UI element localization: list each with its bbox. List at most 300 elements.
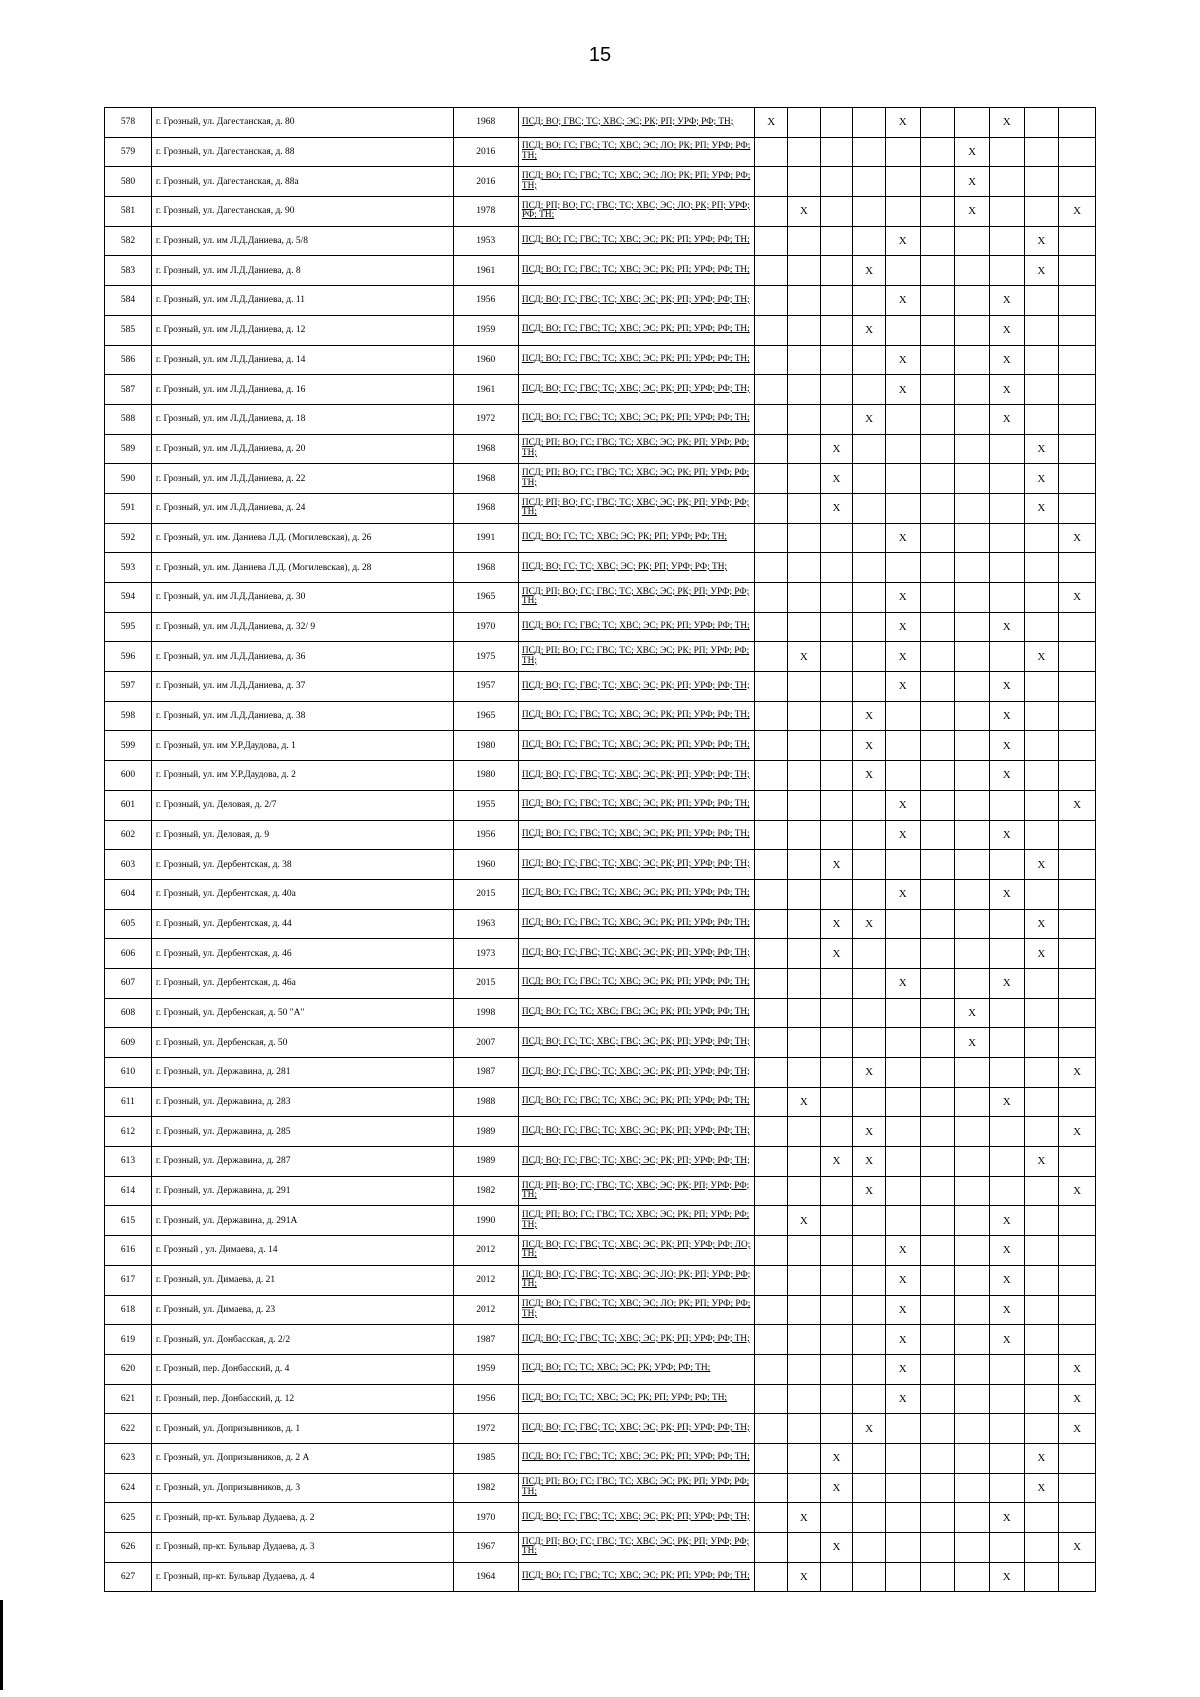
row-number: 589 [105,434,152,464]
mark-cell: X [853,1176,886,1206]
mark-cell: X [788,642,821,672]
mark-cell [920,642,955,672]
mark-cell: X [989,315,1024,345]
mark-cell [853,137,886,167]
address-cell: г. Грозный, ул. им Л.Д.Даниева, д. 22 [151,464,453,494]
mark-cell [955,434,990,464]
mark-cell [1059,464,1096,494]
row-number: 624 [105,1473,152,1503]
mark-cell [989,1354,1024,1384]
mark-cell [755,1354,788,1384]
works-cell: ПСД; РП; ВО; ГС; ГВС; ТС; ХВС; ЭС; РК; РП; УРФ; РФ; ТН; [518,583,755,613]
address-cell: г. Грозный, пер. Донбасский, д. 4 [151,1354,453,1384]
mark-cell [989,197,1024,227]
address-cell: г. Грозный, ул. им Л.Д.Даниева, д. 14 [151,345,453,375]
address-cell: г. Грозный, ул. им У.Р.Даудова, д. 2 [151,761,453,791]
mark-cell [920,464,955,494]
table-row [105,523,1096,553]
works-cell: ПСД; ВО; ГС; ГВС; ТС; ХВС; ЭС; РК; РП; УРФ; РФ; ТН; [518,672,755,702]
mark-cell [1024,790,1059,820]
mark-cell [820,1058,853,1088]
year-cell: 1968 [453,493,518,523]
mark-cell [820,1325,853,1355]
mark-cell: X [989,108,1024,138]
address-cell: г. Грозный, ул. Державина, д. 291 [151,1176,453,1206]
mark-cell [1059,968,1096,998]
mark-cell [788,1147,821,1177]
mark-cell [788,939,821,969]
mark-cell [1024,701,1059,731]
works-cell: ПСД; ВО; ГС; ГВС; ТС; ХВС; ЭС; РК; РП; УРФ; РФ; ТН; [518,879,755,909]
mark-cell [820,108,853,138]
mark-cell [955,1414,990,1444]
table-row [105,1206,1096,1236]
mark-cell [755,523,788,553]
mark-cell: X [820,434,853,464]
mark-cell: X [1059,197,1096,227]
mark-cell [1024,137,1059,167]
mark-cell [989,1414,1024,1444]
mark-cell: X [989,701,1024,731]
row-number: 584 [105,286,152,316]
mark-cell [755,1265,788,1295]
mark-cell: X [989,375,1024,405]
address-cell: г. Грозный, ул. им У.Р.Даудова, д. 1 [151,731,453,761]
mark-cell [920,345,955,375]
mark-cell [755,1028,788,1058]
mark-cell [755,1236,788,1266]
works-cell: ПСД; ВО; ГС; ГВС; ТС; ХВС; ЭС; РК; РП; УРФ; РФ; ТН; [518,1117,755,1147]
mark-cell [920,998,955,1028]
table-row [105,731,1096,761]
row-number: 579 [105,137,152,167]
row-number: 621 [105,1384,152,1414]
address-cell: г. Грозный, пр-кт. Бульвар Дудаева, д. 2 [151,1503,453,1533]
mark-cell [788,226,821,256]
mark-cell [885,1028,920,1058]
mark-cell [955,286,990,316]
address-cell: г. Грозный, ул. Дербентская, д. 46а [151,968,453,998]
mark-cell [920,404,955,434]
mark-cell [755,553,788,583]
mark-cell [955,256,990,286]
mark-cell [1059,493,1096,523]
mark-cell [820,731,853,761]
year-cell: 1990 [453,1206,518,1236]
mark-cell [788,1325,821,1355]
mark-cell [820,1087,853,1117]
mark-cell [755,1473,788,1503]
mark-cell [1059,1443,1096,1473]
mark-cell [1024,1028,1059,1058]
mark-cell: X [853,1414,886,1444]
mark-cell [920,1354,955,1384]
works-cell: ПСД; ВО; ГС; ГВС; ТС; ХВС; ЭС; РК; РП; УРФ; РФ; ТН; [518,761,755,791]
year-cell: 1968 [453,553,518,583]
mark-cell [920,1414,955,1444]
mark-cell: X [989,968,1024,998]
mark-cell [955,1206,990,1236]
mark-cell [1024,998,1059,1028]
mark-cell [788,1117,821,1147]
mark-cell [853,850,886,880]
mark-cell [755,1087,788,1117]
row-number: 588 [105,404,152,434]
mark-cell [853,820,886,850]
mark-cell [1059,820,1096,850]
mark-cell [1024,1354,1059,1384]
mark-cell [853,1503,886,1533]
mark-cell [885,315,920,345]
mark-cell: X [885,1325,920,1355]
year-cell: 1956 [453,820,518,850]
year-cell: 2012 [453,1236,518,1266]
works-cell: ПСД; ВО; ГС; ГВС; ТС; ХВС; ЭС; ЛО; РК; РП; УРФ; РФ; ТН; [518,167,755,197]
mark-cell [920,820,955,850]
mark-cell [788,553,821,583]
mark-cell: X [885,790,920,820]
table-row [105,434,1096,464]
mark-cell [755,998,788,1028]
mark-cell [955,315,990,345]
mark-cell: X [755,108,788,138]
mark-cell: X [885,879,920,909]
mark-cell [1059,672,1096,702]
mark-cell: X [885,226,920,256]
year-cell: 1978 [453,197,518,227]
mark-cell [989,434,1024,464]
mark-cell [853,197,886,227]
mark-cell [885,464,920,494]
mark-cell [1024,404,1059,434]
address-cell: г. Грозный, ул. Дербенская, д. 50 "А" [151,998,453,1028]
mark-cell: X [1059,523,1096,553]
row-number: 601 [105,790,152,820]
mark-cell [1059,375,1096,405]
mark-cell: X [1024,256,1059,286]
year-cell: 1970 [453,1503,518,1533]
mark-cell [788,612,821,642]
mark-cell [755,1325,788,1355]
mark-cell [820,375,853,405]
mark-cell [955,1503,990,1533]
mark-cell [955,790,990,820]
works-cell: ПСД; ВО; ГС; ГВС; ТС; ХВС; ЭС; ЛО; РК; РП; УРФ; РФ; ТН; [518,137,755,167]
mark-cell [755,879,788,909]
mark-cell [788,583,821,613]
mark-cell [955,1443,990,1473]
mark-cell: X [853,315,886,345]
mark-cell [1024,1295,1059,1325]
mark-cell [920,1117,955,1147]
row-number: 609 [105,1028,152,1058]
mark-cell [1024,1562,1059,1592]
row-number: 625 [105,1503,152,1533]
row-number: 613 [105,1147,152,1177]
table-row [105,464,1096,494]
table-row [105,1533,1096,1563]
mark-cell [920,1028,955,1058]
table-row [105,553,1096,583]
mark-cell [1059,1265,1096,1295]
mark-cell [920,612,955,642]
year-cell: 1985 [453,1443,518,1473]
mark-cell [820,256,853,286]
mark-cell [1059,1206,1096,1236]
mark-cell [755,968,788,998]
mark-cell [1024,761,1059,791]
mark-cell [1024,1533,1059,1563]
mark-cell: X [989,1295,1024,1325]
mark-cell: X [853,701,886,731]
works-cell: ПСД; ВО; ГС; ГВС; ТС; ХВС; ЭС; РК; РП; УРФ; РФ; ТН; [518,1087,755,1117]
year-cell: 1982 [453,1473,518,1503]
mark-cell [955,939,990,969]
mark-cell [788,731,821,761]
mark-cell [885,850,920,880]
mark-cell [989,464,1024,494]
mark-cell [1024,1117,1059,1147]
works-cell: ПСД; ВО; ГС; ГВС; ТС; ХВС; ЭС; РК; РП; УРФ; РФ; ТН; [518,820,755,850]
mark-cell [1059,1236,1096,1266]
mark-cell [1059,612,1096,642]
table-row [105,790,1096,820]
mark-cell [1024,375,1059,405]
mark-cell [885,256,920,286]
row-number: 608 [105,998,152,1028]
mark-cell [853,790,886,820]
table-row [105,820,1096,850]
mark-cell [853,1265,886,1295]
mark-cell [955,1384,990,1414]
mark-cell: X [853,1147,886,1177]
mark-cell: X [1024,850,1059,880]
address-cell: г. Грозный, ул. Державина, д. 291А [151,1206,453,1236]
mark-cell: X [1024,909,1059,939]
mark-cell [955,1236,990,1266]
mark-cell [955,1562,990,1592]
mark-cell [820,1384,853,1414]
mark-cell [1059,1473,1096,1503]
year-cell: 1965 [453,701,518,731]
mark-cell [788,879,821,909]
mark-cell [1024,1236,1059,1266]
works-cell: ПСД; ВО; ГС; ТС; ХВС; ЭС; РК; УРФ; РФ; ТН; [518,1354,755,1384]
address-cell: г. Грозный, ул. Деловая, д. 9 [151,820,453,850]
address-cell: г. Грозный, ул. Дербенская, д. 50 [151,1028,453,1058]
mark-cell [853,375,886,405]
mark-cell [920,939,955,969]
address-cell: г. Грозный, пр-кт. Бульвар Дудаева, д. 4 [151,1562,453,1592]
table-row [105,345,1096,375]
mark-cell: X [1059,1533,1096,1563]
mark-cell [755,197,788,227]
address-cell: г. Грозный, ул. Донбасская, д. 2/2 [151,1325,453,1355]
mark-cell: X [853,1058,886,1088]
year-cell: 1973 [453,939,518,969]
mark-cell [820,137,853,167]
mark-cell: X [955,1028,990,1058]
mark-cell [989,523,1024,553]
mark-cell [853,523,886,553]
mark-cell [1024,315,1059,345]
mark-cell [788,1058,821,1088]
table-row [105,1473,1096,1503]
mark-cell [920,434,955,464]
mark-cell [885,167,920,197]
mark-cell: X [989,345,1024,375]
mark-cell [755,1147,788,1177]
mark-cell [820,1562,853,1592]
mark-cell [955,1087,990,1117]
mark-cell: X [989,731,1024,761]
mark-cell: X [989,286,1024,316]
address-cell: г. Грозный, ул. Дербентская, д. 44 [151,909,453,939]
mark-cell: X [885,612,920,642]
mark-cell [1024,1384,1059,1414]
mark-cell [788,1473,821,1503]
mark-cell: X [989,672,1024,702]
mark-cell [820,226,853,256]
address-cell: г. Грозный, ул. Державина, д. 287 [151,1147,453,1177]
mark-cell [820,197,853,227]
year-cell: 1956 [453,1384,518,1414]
table-row [105,1503,1096,1533]
mark-cell [989,137,1024,167]
mark-cell [755,612,788,642]
mark-cell [820,612,853,642]
mark-cell [955,404,990,434]
mark-cell [820,998,853,1028]
mark-cell [788,761,821,791]
table-row [105,1265,1096,1295]
mark-cell [853,1295,886,1325]
mark-cell [955,1117,990,1147]
mark-cell: X [989,612,1024,642]
mark-cell [920,761,955,791]
mark-cell [920,493,955,523]
works-cell: ПСД; ВО; ГС; ГВС; ТС; ХВС; ЭС; РК; РП; УРФ; РФ; ТН; [518,939,755,969]
housing-register-table [104,107,1096,1592]
mark-cell: X [989,1206,1024,1236]
address-cell: г. Грозный, ул. Допризывников, д. 1 [151,1414,453,1444]
works-cell: ПСД; ВО; ГС; ГВС; ТС; ХВС; ЭС; ЛО; РК; РП; УРФ; РФ; ТН; [518,1265,755,1295]
mark-cell: X [820,1443,853,1473]
table-row [105,998,1096,1028]
mark-cell [853,939,886,969]
mark-cell [820,879,853,909]
mark-cell [820,1414,853,1444]
mark-cell [955,731,990,761]
address-cell: г. Грозный, ул. Державина, д. 281 [151,1058,453,1088]
mark-cell [920,226,955,256]
works-cell: ПСД; РП; ВО; ГС; ГВС; ТС; ХВС; ЭС; РК; РП; УРФ; РФ; ТН; [518,1176,755,1206]
mark-cell [853,612,886,642]
mark-cell [955,1354,990,1384]
mark-cell [885,1473,920,1503]
mark-cell [820,404,853,434]
table-row [105,1236,1096,1266]
row-number: 580 [105,167,152,197]
address-cell: г. Грозный , ул. Димаева, д. 14 [151,1236,453,1266]
mark-cell [920,672,955,702]
mark-cell [1059,909,1096,939]
mark-cell [853,1087,886,1117]
mark-cell: X [885,820,920,850]
mark-cell [1059,167,1096,197]
row-number: 603 [105,850,152,880]
mark-cell [853,1354,886,1384]
mark-cell [920,375,955,405]
mark-cell: X [853,909,886,939]
row-number: 611 [105,1087,152,1117]
mark-cell [853,464,886,494]
mark-cell [1059,434,1096,464]
works-cell: ПСД; ВО; ГС; ГВС; ТС; ХВС; ЭС; РК; РП; УРФ; РФ; ТН; [518,315,755,345]
address-cell: г. Грозный, ул. им. Даниева Л.Д. (Могилевская), д. 26 [151,523,453,553]
works-cell: ПСД; РП; ВО; ГС; ГВС; ТС; ХВС; ЭС; РК; РП; УРФ; РФ; ТН; [518,642,755,672]
mark-cell: X [853,256,886,286]
year-cell: 2007 [453,1028,518,1058]
mark-cell [1024,345,1059,375]
mark-cell [788,672,821,702]
mark-cell: X [788,197,821,227]
mark-cell [820,1236,853,1266]
row-number: 615 [105,1206,152,1236]
mark-cell: X [955,197,990,227]
mark-cell: X [1024,434,1059,464]
mark-cell [955,1295,990,1325]
mark-cell [755,1176,788,1206]
year-cell: 2015 [453,968,518,998]
mark-cell [853,1236,886,1266]
table-row [105,108,1096,138]
mark-cell [920,256,955,286]
mark-cell [989,493,1024,523]
row-number: 596 [105,642,152,672]
mark-cell [885,1147,920,1177]
mark-cell [1059,315,1096,345]
mark-cell [755,1206,788,1236]
mark-cell [820,1117,853,1147]
mark-cell [820,968,853,998]
table-row [105,1354,1096,1384]
year-cell: 1968 [453,434,518,464]
mark-cell: X [1059,1384,1096,1414]
mark-cell: X [853,404,886,434]
works-cell: ПСД; ВО; ГС; ГВС; ТС; ХВС; ЭС; РК; РП; УРФ; РФ; ТН; [518,286,755,316]
year-cell: 1998 [453,998,518,1028]
row-number: 602 [105,820,152,850]
mark-cell: X [820,493,853,523]
mark-cell [920,701,955,731]
mark-cell: X [989,404,1024,434]
mark-cell [788,820,821,850]
mark-cell [885,1443,920,1473]
year-cell: 1956 [453,286,518,316]
mark-cell [955,583,990,613]
mark-cell [920,553,955,583]
row-number: 619 [105,1325,152,1355]
works-cell: ПСД; ВО; ГС; ГВС; ТС; ХВС; ЭС; РК; РП; УРФ; РФ; ТН; [518,850,755,880]
year-cell: 1970 [453,612,518,642]
address-cell: г. Грозный, ул. им Л.Д.Даниева, д. 8 [151,256,453,286]
address-cell: г. Грозный, ул. Дагестанская, д. 88а [151,167,453,197]
year-cell: 1975 [453,642,518,672]
mark-cell [788,968,821,998]
mark-cell [755,1295,788,1325]
mark-cell [885,909,920,939]
